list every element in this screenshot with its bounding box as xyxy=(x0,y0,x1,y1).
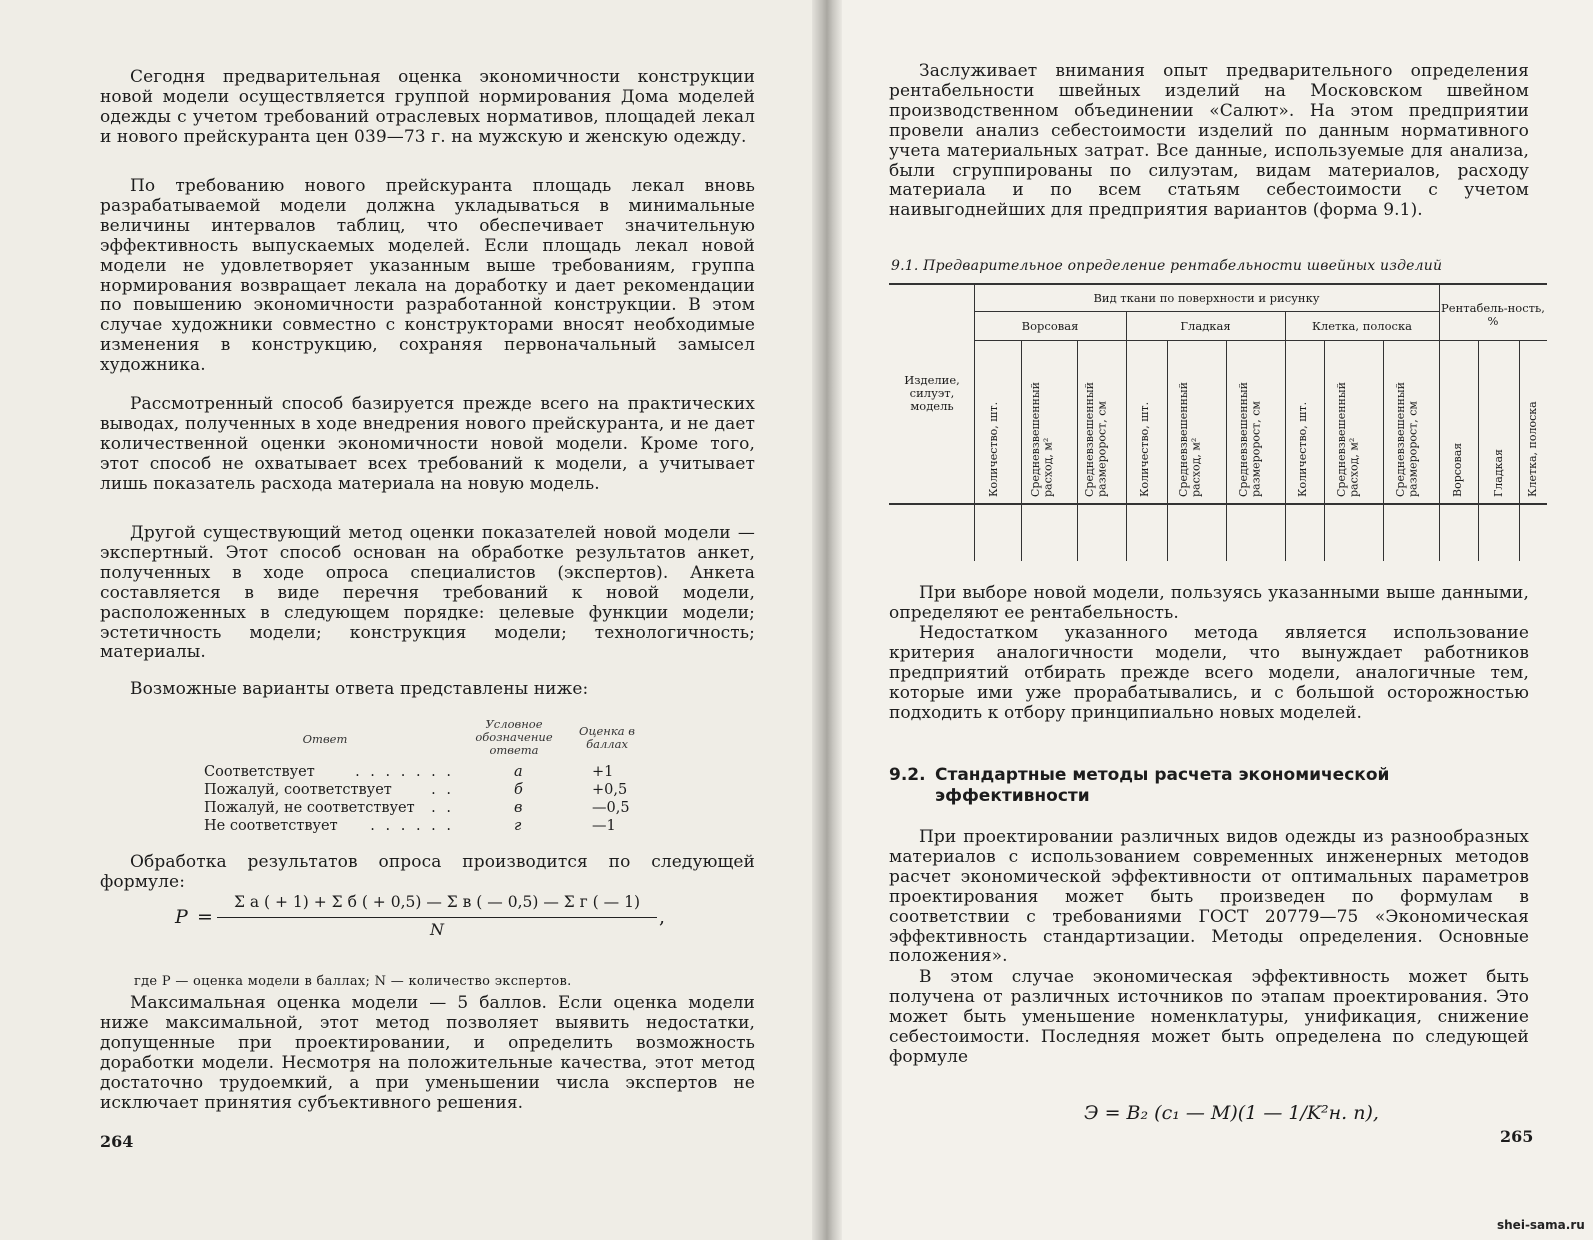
column-header-size: Средневзвешенный размеророст, см xyxy=(1237,382,1263,497)
leader-dots: . . . . . . xyxy=(370,818,454,834)
answer-code: г xyxy=(514,818,522,834)
column-header-consumption: Средневзвешенный расход, м² xyxy=(1177,382,1203,497)
formula-legend: где P — оценка модели в баллах; N — количество экспертов. xyxy=(134,974,572,989)
column-header-consumption: Средневзвешенный расход, м² xyxy=(1029,382,1055,497)
table-rule xyxy=(889,503,1547,505)
answers-row xyxy=(204,817,664,835)
answer-score: —1 xyxy=(592,818,616,834)
table-header-fabric: Вид ткани по поверхности и рисунку xyxy=(1093,291,1320,305)
section-heading xyxy=(889,765,1389,807)
left-paragraph-3: Рассмотренный способ базируется прежде всего на практических выводах, полученных в ходе внедрения нового прейскуранта, и не дает количественной оценки экономичности новой модели. Кроме того, этот способ не охватывает всех требований к модели, а учитывает лишь показатель расхода материала на новую модель. xyxy=(100,394,755,494)
column-header-quantity: Количество, шт. xyxy=(1296,401,1309,497)
answer-score: +0,5 xyxy=(592,782,628,798)
formula-equals: = xyxy=(197,906,213,928)
table-header-fabric-pile: Ворсовая xyxy=(1021,319,1079,333)
fraction-bar xyxy=(217,917,657,918)
left-paragraph-5: Возможные варианты ответа представлены ниже: xyxy=(130,679,589,699)
rating-formula xyxy=(175,893,695,947)
column-header-consumption: Средневзвешенный расход, м² xyxy=(1335,382,1361,497)
answer-label: Соответствует xyxy=(204,764,315,780)
table-header-item: Изделие, силуэт, модель xyxy=(904,373,960,413)
column-header-rent-smooth: Гладкая xyxy=(1492,449,1505,497)
section-title-line2: эффективности xyxy=(935,786,1090,806)
answers-header-score: Оценка в баллах xyxy=(579,724,635,751)
efficiency-formula: Э = B₂ (c₁ — M)(1 — 1/K²н. п), xyxy=(1084,1102,1379,1124)
leader-dots: . . xyxy=(431,800,454,816)
right-paragraph-2: Недостатком указанного метода является использование критерия аналогичности модели, что вынуждает работников предприятий отбирать прежде всего модели, аналогичные тем, которые ими уже прорабатывались, и с большой осторожностью подходить к отбору принципиально новых моделей. xyxy=(889,623,1529,723)
column-header-size: Средневзвешенный размеророст, см xyxy=(1083,382,1109,497)
table-rule xyxy=(974,340,1547,341)
left-paragraph-last: Максимальная оценка модели — 5 баллов. Если оценка модели ниже максимальной, этот метод позволяет выявить недостатки, допущенные при проектировании, и определить возможность доработки модели. Несмотря на положительные качества, этот метод достаточно трудоемкий, а при уменьшении числа экспертов не исключает принятия субъективного решения. xyxy=(100,993,755,1113)
table-rule xyxy=(889,283,1547,285)
table-rule xyxy=(1126,311,1127,561)
right-paragraph-4: В этом случае экономическая эффективность может быть получена от различных источников по этапам проектирования. Это может быть уменьшение номенклатуры, унификация, снижение себестоимости. Последняя может быть определена по следующей формуле xyxy=(889,967,1529,1067)
answer-label: Пожалуй, не соответствует xyxy=(204,800,415,816)
table-rule xyxy=(1077,340,1078,561)
formula-tail: , xyxy=(659,906,666,928)
column-header-quantity: Количество, шт. xyxy=(1138,401,1151,497)
answer-code: в xyxy=(514,800,523,816)
table-header-fabric-smooth: Гладкая xyxy=(1180,319,1231,333)
section-title-line1: Стандартные методы расчета экономической xyxy=(935,765,1390,785)
table-title: 9.1. Предварительное определение рентабельности швейных изделий xyxy=(891,258,1443,274)
table-rule xyxy=(1439,283,1440,561)
right-intro-paragraph: Заслуживает внимания опыт предварительного определения рентабельности швейных изделий на Московском швейном производственном объединении «Салют». На этом предприятии провели анализ себестоимости изделий по данным нормативного учета материальных затрат. Все данные, используемые для анализа, были сгруппированы по силуэтам, видам материалов, расходу материала и по всем статьям себестоимости с учетом наивыгоднейших для предприятия вариантов (форма 9.1). xyxy=(889,61,1529,221)
answer-label: Пожалуй, соответствует xyxy=(204,782,392,798)
left-paragraph-2: По требованию нового прейскуранта площадь лекал вновь разрабатываемой модели должна укладываться в минимальные величины интервалов таблиц, что обеспечивает значительную эффективность выпускаемых моделей. Если площадь лекал новой модели не удовлетворяет указанным выше требованиям, группа нормирования возвращает лекала на доработку и дает рекомендации по повышению экономичности разработанной конструкции. В этом случае художники совместно с конструкторами вносят необходимые изменения в конструкцию, сохраняя первоначальный замысел художника. xyxy=(100,176,755,376)
column-header-quantity: Количество, шт. xyxy=(987,401,1000,497)
table-header-profitability: Рентабель-ность, % xyxy=(1441,301,1545,328)
table-rule xyxy=(1383,340,1384,561)
table-rule xyxy=(1478,340,1479,561)
right-paragraph-3: При проектировании различных видов одежды из разнообразных материалов с использованием современных инженерных методов расчет экономической эффективности от оптимальных параметров проектирования может быть произведен по формулам в соответствии с требованиями ГОСТ 20779—75 «Экономическая эффективность стандартизации. Методы определения. Основные положения». xyxy=(889,827,1529,967)
page-number-right: 265 xyxy=(1500,1127,1534,1146)
answer-label: Не соответствует xyxy=(204,818,338,834)
formula-lhs: P xyxy=(175,906,188,928)
table-rule xyxy=(1519,340,1520,561)
book-gutter xyxy=(812,0,842,1240)
formula-intro: Обработка результатов опроса производится по следующей формуле: xyxy=(100,852,755,892)
leader-dots: . . . . . . . xyxy=(355,764,454,780)
answer-code: б xyxy=(514,782,523,798)
formula-denominator: N xyxy=(430,920,444,939)
section-number: 9.2. xyxy=(889,765,926,785)
answers-header-answer: Ответ xyxy=(302,732,348,746)
answer-code: а xyxy=(514,764,523,780)
answer-score: —0,5 xyxy=(592,800,630,816)
answers-row xyxy=(204,763,664,781)
left-paragraph-4: Другой существующий метод оценки показателей новой модели — экспертный. Этот способ основан на обработке результатов анкет, полученных в ходе опроса специалистов (экспертов). Анкета составляется в виде перечня требований к новой модели, расположенных в следующем порядке: целевые функции модели; эстетичность модели; конструкция модели; технологичность; материалы. xyxy=(100,523,755,663)
column-header-size: Средневзвешенный размеророст, см xyxy=(1394,382,1420,497)
formula-numerator: Σ а ( + 1) + Σ б ( + 0,5) — Σ в ( — 0,5) — Σ г ( — 1) xyxy=(233,893,640,911)
right-paragraph-1: При выборе новой модели, пользуясь указанными выше данными, определяют ее рентабельность. xyxy=(889,583,1529,623)
table-rule xyxy=(1167,340,1168,561)
table-rule xyxy=(1324,340,1325,561)
answers-header-code: Условное обозначение ответа xyxy=(475,717,553,757)
page-number-left: 264 xyxy=(100,1132,134,1151)
left-paragraph-1: Сегодня предварительная оценка экономичности конструкции новой модели осуществляется группой нормирования Дома моделей одежды с учетом требований отраслевых нормативов, площадей лекал и нового прейскуранта цен 039—73 г. на мужскую и женскую одежду. xyxy=(100,67,755,147)
column-header-rent-check: Клетка, полоска xyxy=(1526,401,1539,497)
leader-dots: . . xyxy=(431,782,454,798)
table-header-fabric-check: Клетка, полоска xyxy=(1311,319,1413,333)
answers-row xyxy=(204,799,664,817)
table-rule xyxy=(1226,340,1227,561)
answers-row xyxy=(204,781,664,799)
table-rule xyxy=(1021,340,1022,561)
answer-score: +1 xyxy=(592,764,614,780)
table-rule xyxy=(1285,311,1286,561)
column-header-rent-pile: Ворсовая xyxy=(1451,442,1464,497)
watermark: shei-sama.ru xyxy=(1497,1218,1585,1232)
table-rule xyxy=(974,311,1439,312)
